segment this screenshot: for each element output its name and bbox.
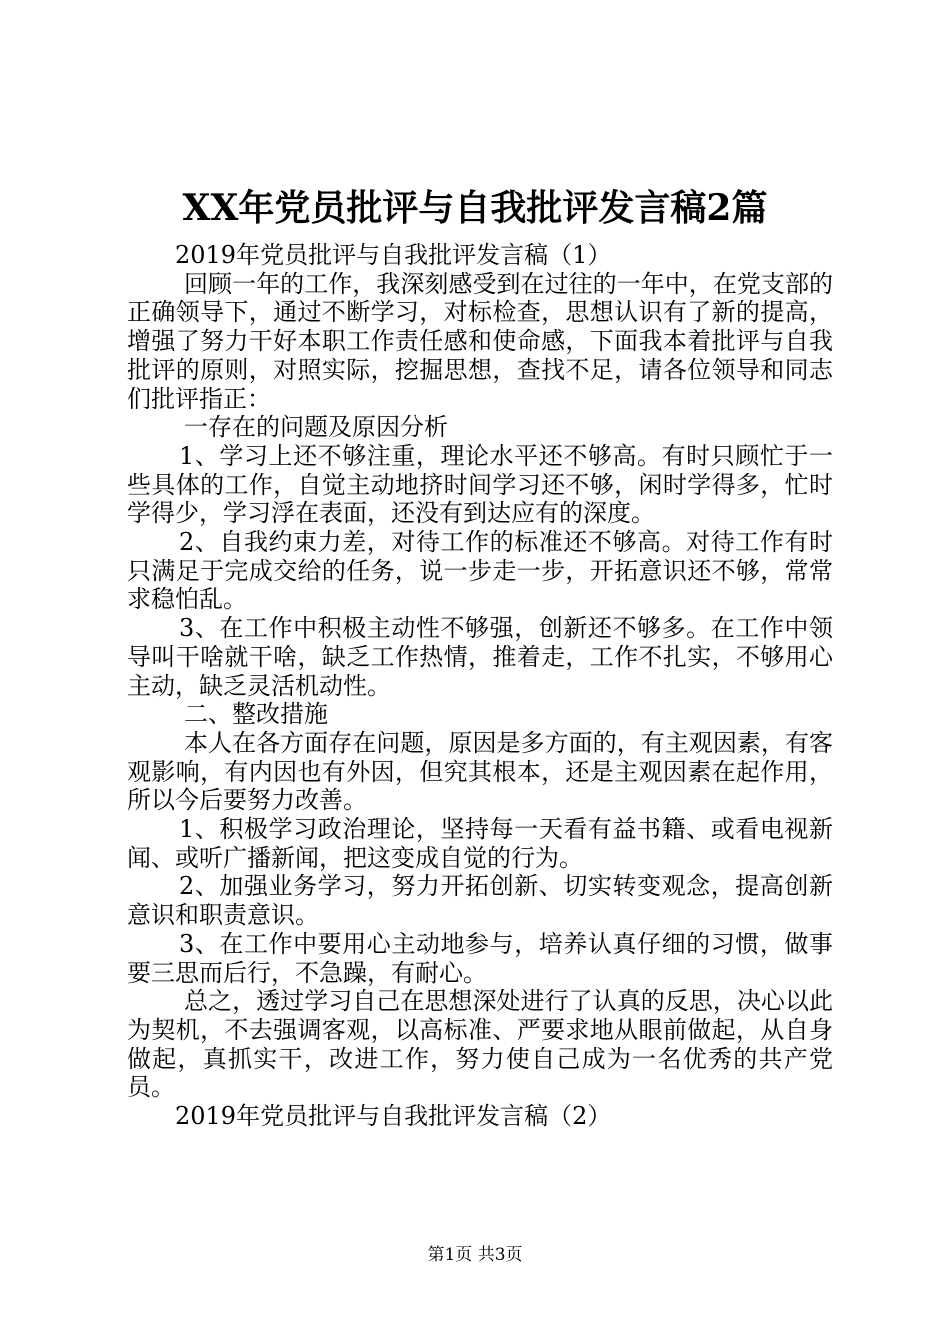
measure-item-1: 1、积极学习政治理论，坚持每一天看有益书籍、或看电视新闻、或听广播新闻，把这变成自觉的行为。 <box>127 815 833 872</box>
section-heading-2: 2019年党员批评与自我批评发言稿（2） <box>175 1102 612 1131</box>
subheading-problems: 一存在的问题及原因分析 <box>184 413 448 442</box>
document-title: XX年党员批评与自我批评发言稿2篇 <box>182 187 768 229</box>
problem-item-3: 3、在工作中积极主动性不够强，创新还不够多。在工作中领导叫干啥就干啥，缺乏工作热情，推着走，工作不扎实，不够用心主动，缺乏灵活机动性。 <box>127 614 833 700</box>
subheading-measures: 二、整改措施 <box>184 700 328 729</box>
measures-intro-paragraph: 本人在各方面存在问题，原因是多方面的，有主观因素，有客观影响，有内因也有外因，但究其根本，还是主观因素在起作用，所以今后要努力改善。 <box>127 728 833 815</box>
page-footer: 第1页 共3页 <box>427 1245 523 1265</box>
conclusion-paragraph: 总之，透过学习自己在思想深处进行了认真的反思，决心以此为契机，不去强调客观，以高标准、严要求地从眼前做起，从自身做起，真抓实干，改进工作，努力使自己成为一名优秀的共产党员。 <box>127 987 833 1102</box>
intro-paragraph: 回顾一年的工作，我深刻感受到在过往的一年中，在党支部的正确领导下，通过不断学习，对标检查，思想认识有了新的提高，增强了努力干好本职工作责任感和使命感，下面我本着批评与自我批评的原则，对照实际，挖掘思想，查找不足，请各位领导和同志们批评指正： <box>127 269 833 413</box>
problem-item-2: 2、自我约束力差，对待工作的标准还不够高。对待工作有时只满足于完成交给的任务，说一步走一步，开拓意识还不够，常常求稳怕乱。 <box>127 528 833 614</box>
measure-item-2: 2、加强业务学习，努力开拓创新、切实转变观念，提高创新意识和职责意识。 <box>127 872 833 930</box>
section-heading-1: 2019年党员批评与自我批评发言稿（1） <box>175 241 612 269</box>
measure-item-3: 3、在工作中要用心主动地参与，培养认真仔细的习惯，做事要三思而后行，不急躁，有耐心。 <box>127 929 833 987</box>
problem-item-1: 1、学习上还不够注重，理论水平还不够高。有时只顾忙于一些具体的工作，自觉主动地挤时间学习还不够，闲时学得多，忙时学得少，学习浮在表面，还没有到达应有的深度。 <box>127 441 833 528</box>
document-body <box>127 241 833 1131</box>
